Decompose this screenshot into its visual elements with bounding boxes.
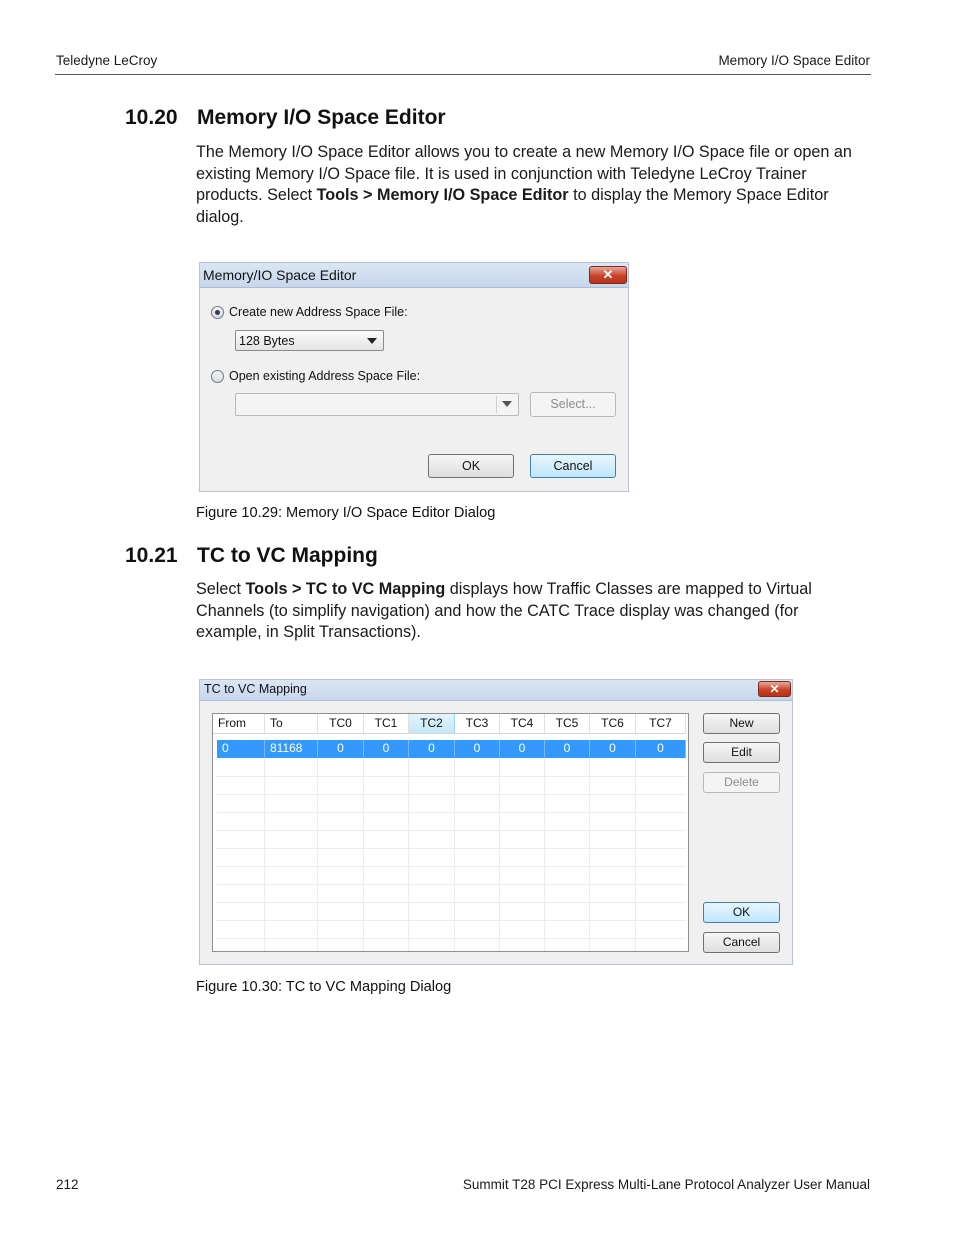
figure-caption-10-30: Figure 10.30: TC to VC Mapping Dialog	[196, 979, 452, 995]
para-text: displays how Traffic Classes are mapped to Virtual Channels (to simplify navigation) and how the CATC Trace display was changed (for example, in Split Transactions).	[196, 580, 812, 642]
grid-column-line	[317, 758, 318, 951]
column-header-tc7[interactable]: TC7	[636, 714, 686, 734]
close-icon[interactable]: ✕	[589, 266, 627, 284]
header-right: Memory I/O Space Editor	[718, 53, 870, 68]
dialog-title: Memory/IO Space Editor	[203, 267, 357, 283]
grid-row-line	[217, 902, 686, 903]
grid-column-line	[408, 758, 409, 951]
chevron-down-icon	[502, 401, 512, 407]
grid-row-line	[217, 830, 686, 831]
dialog-title-bar	[200, 263, 628, 288]
grid-column-line	[264, 758, 265, 951]
section-heading-10-20	[125, 106, 446, 130]
open-existing-label: Open existing Address Space File:	[229, 369, 421, 383]
column-header-tc0[interactable]: TC0	[318, 714, 364, 734]
table-cell-from: 0	[217, 740, 265, 758]
para-text: The Memory I/O Space Editor allows you to create a new Memory I/O Space file or open an existing Memory I/O Space file. It is used in conjunction with Teledyne LeCroy Trainer products. Select	[196, 143, 852, 205]
existing-file-dropdown[interactable]	[235, 393, 519, 416]
table-cell-tc4: 0	[500, 740, 545, 758]
edit-button[interactable]: Edit	[703, 742, 780, 763]
dialog-title: TC to VC Mapping	[204, 682, 307, 696]
para-text: to display the Memory Space Editor dialog.	[196, 186, 829, 226]
column-header-tc3[interactable]: TC3	[455, 714, 500, 734]
ok-button[interactable]: OK	[703, 902, 780, 923]
grid-column-line	[499, 758, 500, 951]
figure-caption-10-29: Figure 10.29: Memory I/O Space Editor Dialog	[196, 505, 496, 521]
create-new-label: Create new Address Space File:	[229, 305, 408, 319]
column-header-from[interactable]: From	[213, 714, 265, 734]
table-cell-tc1: 0	[364, 740, 409, 758]
para-bold-menu-path: Tools > TC to VC Mapping	[245, 580, 446, 598]
column-header-tc1[interactable]: TC1	[364, 714, 409, 734]
dialog-title-bar	[200, 680, 792, 701]
dropdown-divider	[496, 396, 497, 413]
memory-io-space-editor-dialog	[199, 262, 629, 492]
grid-row-line	[217, 776, 686, 777]
mapping-table	[212, 713, 689, 952]
grid-row-line	[217, 884, 686, 885]
para-bold-menu-path: Tools > Memory I/O Space Editor	[316, 186, 569, 205]
column-header-tc6[interactable]: TC6	[590, 714, 636, 734]
table-cell-tc7: 0	[636, 740, 686, 758]
para-text: Select	[196, 580, 246, 598]
section-heading-10-21	[125, 544, 378, 568]
table-cell-to: 81168	[265, 740, 318, 758]
grid-row-line	[217, 938, 686, 939]
size-dropdown[interactable]	[235, 330, 384, 351]
section-10-21-paragraph	[196, 579, 836, 644]
header-left: Teledyne LeCroy	[56, 53, 158, 68]
table-cell-tc0: 0	[318, 740, 364, 758]
cancel-button[interactable]: Cancel	[703, 932, 780, 953]
section-title: TC to VC Mapping	[197, 544, 378, 567]
table-cell-tc3: 0	[455, 740, 500, 758]
tc-to-vc-mapping-dialog	[199, 679, 793, 965]
close-icon[interactable]: ✕	[758, 681, 791, 697]
table-cell-tc6: 0	[590, 740, 636, 758]
cancel-button[interactable]: Cancel	[530, 454, 616, 478]
column-header-to[interactable]: To	[265, 714, 318, 734]
grid-column-line	[635, 758, 636, 951]
section-number: 10.20	[125, 106, 178, 129]
grid-column-line	[454, 758, 455, 951]
open-existing-radio[interactable]	[211, 370, 224, 383]
grid-column-line	[589, 758, 590, 951]
grid-row-line	[217, 794, 686, 795]
select-file-button[interactable]: Select...	[530, 392, 616, 417]
grid-row-line	[217, 866, 686, 867]
section-number: 10.21	[125, 544, 178, 567]
header-rule	[55, 74, 871, 75]
table-cell-tc2: 0	[409, 740, 455, 758]
column-header-tc5[interactable]: TC5	[545, 714, 590, 734]
column-header-tc2[interactable]: TC2	[409, 714, 455, 734]
table-cell-tc5: 0	[545, 740, 590, 758]
column-header-tc4[interactable]: TC4	[500, 714, 545, 734]
size-dropdown-value: 128 Bytes	[239, 334, 295, 348]
section-10-20-paragraph	[196, 142, 872, 228]
delete-button[interactable]: Delete	[703, 772, 780, 793]
grid-row-line	[217, 920, 686, 921]
chevron-down-icon	[367, 338, 377, 344]
grid-column-line	[544, 758, 545, 951]
grid-row-line	[217, 812, 686, 813]
new-button[interactable]: New	[703, 713, 780, 734]
grid-row-line	[217, 848, 686, 849]
footer-page-number: 212	[56, 1177, 79, 1192]
grid-column-line	[363, 758, 364, 951]
create-new-radio[interactable]	[211, 306, 224, 319]
footer-manual-title: Summit T28 PCI Express Multi-Lane Protocol Analyzer User Manual	[462, 1177, 870, 1192]
ok-button[interactable]: OK	[428, 454, 514, 478]
section-title: Memory I/O Space Editor	[197, 106, 446, 129]
